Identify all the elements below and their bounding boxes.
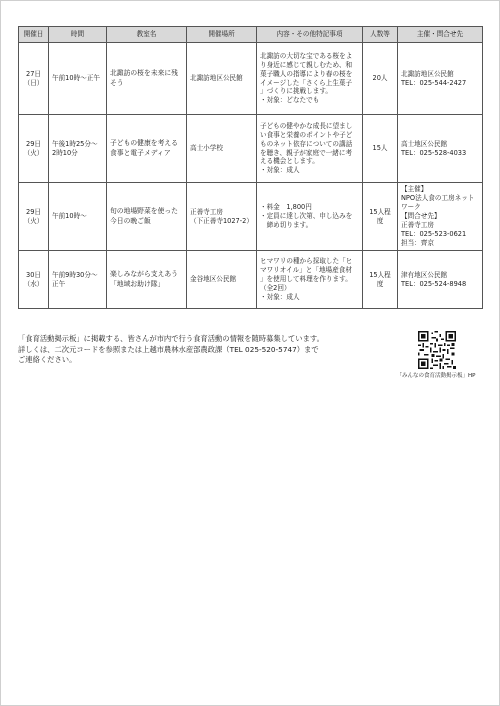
venue-cell-line: 北諏訪地区公民館 [190, 74, 243, 83]
class-name-cell-line: そう [110, 78, 124, 87]
content-cell-line: える機会とします。 [260, 157, 319, 166]
time-cell [49, 43, 107, 115]
count-cell [363, 115, 398, 183]
contact-cell-line: NPO法人食の工房ネット [401, 194, 475, 203]
contact-cell [398, 183, 483, 251]
date-cell-line: 27日 [26, 69, 41, 78]
qr-code-icon[interactable] [418, 331, 456, 369]
qr-caption: 「みんなの食育活動掲示板」HP [396, 373, 476, 379]
count-cell-line: 20人 [372, 74, 388, 83]
venue-cell-line: 正善寺工房 [190, 207, 223, 216]
content-cell-line: り身近に感じて親しむため、和 [260, 60, 353, 69]
contact-cell [398, 43, 483, 115]
date-cell-line: （火） [23, 148, 44, 157]
contact-cell-line: 【主催】 [401, 185, 428, 194]
notice-line: ご連絡ください。 [18, 355, 77, 365]
contact-cell [398, 115, 483, 183]
class-name-cell-line: 今日の晩ご飯 [110, 216, 151, 225]
contact-cell-line: TEL：025-544-2427 [401, 78, 467, 87]
count-cell-line: 15人程度 [369, 207, 391, 225]
header-venue: 開催場所 [187, 27, 257, 43]
venue-cell [187, 183, 257, 251]
class-name-cell-line: 「地域お助け隊」 [110, 279, 165, 288]
count-cell-line: 15人 [372, 144, 388, 153]
class-name-cell [107, 115, 187, 183]
content-cell-line: ・対象：成人 [260, 292, 300, 301]
time-cell-line: 午前10時～正午 [52, 74, 100, 83]
header-count: 人数等 [363, 27, 398, 43]
venue-cell-line: （下正善寺1027-2） [190, 216, 253, 225]
contact-cell-line: TEL：025-524-8948 [401, 279, 467, 288]
content-cell-line: い食事と栄養のポイントや子ど [260, 130, 353, 139]
events-table [18, 26, 483, 309]
time-cell-line: 2時10分 [52, 148, 78, 157]
class-name-cell-line: 旬の地場野菜を使った [110, 207, 178, 216]
class-name-cell [107, 183, 187, 251]
content-cell-line: （全2回） [260, 283, 291, 292]
header-date: 開催日 [19, 27, 49, 43]
notice-line: 詳しくは、二次元コードを参照または上越市農林水産部農政課（TEL 025-520-5747）まで [18, 344, 319, 354]
date-cell [19, 251, 49, 309]
count-cell [363, 43, 398, 115]
content-cell [257, 183, 363, 251]
content-cell-line: ヒマワリの種から採取した「ヒ [260, 257, 353, 266]
time-cell [49, 115, 107, 183]
date-cell [19, 43, 49, 115]
time-cell [49, 183, 107, 251]
time-cell-line: 正午 [52, 279, 66, 288]
contact-cell-line: 担当：齊京 [401, 238, 434, 247]
table-row [19, 43, 483, 115]
content-cell-line: 子どもの健やかな成長に望まし [260, 121, 353, 130]
notice-line: 「食育活動掲示板」に掲載する、皆さんが市内で行う食育活動の情報を随時募集しています。 [18, 334, 324, 343]
header-content: 内容・その他特記事項 [257, 27, 363, 43]
contact-cell-line: ワーク [401, 203, 421, 212]
class-name-cell-line: 北諏訪の桜を未来に残 [110, 69, 178, 78]
contact-cell-line: 【問合せ先】 [401, 212, 441, 221]
contact-cell-line: TEL：025-528-4033 [401, 148, 467, 157]
class-name-cell-line: 子どもの健康を考える [110, 139, 178, 148]
count-cell-line: 15人程度 [369, 270, 391, 288]
table-row [19, 115, 483, 183]
content-cell-line: ・定員に達し次第、申し込みを [260, 212, 353, 221]
table-row [19, 183, 483, 251]
class-name-cell [107, 43, 187, 115]
date-cell-line: 30日 [26, 270, 41, 279]
class-name-cell-line: 食事と電子メディア [110, 148, 171, 157]
time-cell-line: 午前10時～ [52, 212, 87, 221]
date-cell-line: （火） [23, 216, 44, 225]
date-cell-line: （日） [23, 78, 44, 87]
content-cell-line: ・対象：どなたでも [260, 96, 320, 105]
header-contact: 主催・問合せ先 [398, 27, 483, 43]
contact-cell-line: TEL：025-523-0621 [401, 229, 467, 238]
content-cell-line: マワリオイル」と「地場産食材 [260, 266, 352, 275]
header-time: 時間 [49, 27, 107, 43]
content-cell-line: 菓子職人の指導により春の桜を [260, 69, 353, 78]
venue-cell [187, 43, 257, 115]
date-cell [19, 183, 49, 251]
content-cell-line: イメージした「さくら上生菓子 [260, 78, 353, 87]
content-cell-line: 北諏訪の大切な宝である桜をよ [260, 51, 353, 60]
venue-cell [187, 251, 257, 309]
content-cell-line: ・料金 1,800円 [260, 203, 312, 212]
notice-text [18, 334, 398, 366]
content-cell [257, 43, 363, 115]
content-cell-line: ものネット依存についての講話 [260, 139, 353, 148]
venue-cell [187, 115, 257, 183]
table-row [19, 251, 483, 309]
content-cell-line: 」を使用して料理を作ります。 [260, 275, 352, 284]
class-name-cell-line: 楽しみながら支えあう [110, 270, 178, 279]
content-cell-line: ・対象：成人 [260, 166, 300, 175]
content-cell [257, 251, 363, 309]
count-cell [363, 183, 398, 251]
header-class-name: 教室名 [107, 27, 187, 43]
content-cell [257, 115, 363, 183]
venue-cell-line: 高士小学校 [190, 144, 223, 153]
time-cell-line: 午前9時30分～ [52, 270, 98, 279]
table-header-row [19, 27, 483, 43]
date-cell-line: 29日 [26, 139, 41, 148]
count-cell [363, 251, 398, 309]
content-cell-line: 締め切ります。 [260, 220, 313, 229]
time-cell-line: 午後1時25分～ [52, 139, 98, 148]
content-cell-line: を聴き、親子が家庭で一緒に考 [260, 148, 353, 157]
contact-cell-line: 正善寺工房 [401, 220, 434, 229]
date-cell-line: 29日 [26, 207, 41, 216]
venue-cell-line: 金谷地区公民館 [190, 275, 237, 284]
contact-cell [398, 251, 483, 309]
class-name-cell [107, 251, 187, 309]
date-cell [19, 115, 49, 183]
content-cell-line: 」づくりに挑戦します。 [260, 87, 333, 96]
contact-cell-line: 北諏訪地区公民館 [401, 69, 454, 78]
time-cell [49, 251, 107, 309]
contact-cell-line: 津有地区公民館 [401, 270, 448, 279]
date-cell-line: （水） [23, 279, 44, 288]
contact-cell-line: 高士地区公民館 [401, 139, 448, 148]
